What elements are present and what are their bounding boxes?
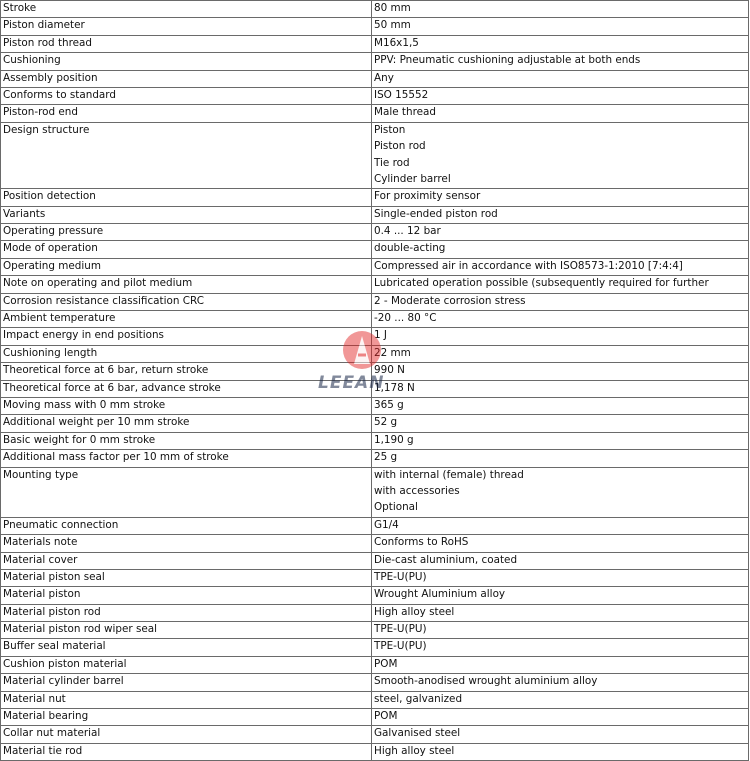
spec-value: TPE-U(PU) bbox=[374, 570, 427, 583]
table-row bbox=[1, 276, 749, 293]
table-row bbox=[1, 105, 749, 122]
spec-value: double-acting bbox=[374, 242, 446, 255]
spec-value: ISO 15552 bbox=[374, 88, 429, 101]
spec-label: Buffer seal material bbox=[1, 639, 372, 656]
spec-value: Piston bbox=[374, 123, 406, 136]
spec-value: Smooth-anodised wrought aluminium alloy bbox=[374, 675, 598, 688]
spec-value: 1,190 g bbox=[374, 433, 414, 446]
spec-value-cell bbox=[372, 345, 749, 362]
spec-label: Piston diameter bbox=[1, 18, 372, 35]
spec-label: Additional weight per 10 mm stroke bbox=[1, 415, 372, 432]
spec-label: Corrosion resistance classification CRC bbox=[1, 293, 372, 310]
spec-value: -20 ... 80 °C bbox=[374, 312, 437, 325]
watermark-text: LEEAN bbox=[318, 373, 385, 393]
spec-value: M16x1,5 bbox=[374, 36, 419, 49]
spec-value: Lubricated operation possible (subsequently required for further bbox=[374, 277, 709, 290]
spec-value-cell bbox=[372, 276, 749, 293]
table-row bbox=[1, 535, 749, 552]
spec-value: 2 - Moderate corrosion stress bbox=[374, 294, 526, 307]
table-row bbox=[1, 726, 749, 743]
spec-label: Theoretical force at 6 bar, advance stroke bbox=[1, 380, 372, 397]
spec-label: Material cylinder barrel bbox=[1, 674, 372, 691]
spec-label: Ambient temperature bbox=[1, 311, 372, 328]
spec-value: Piston rod bbox=[374, 140, 426, 153]
spec-value: Die-cast aluminium, coated bbox=[374, 553, 518, 566]
table-row bbox=[1, 35, 749, 52]
spec-value: TPE-U(PU) bbox=[374, 623, 427, 636]
spec-label: Material piston bbox=[1, 587, 372, 604]
spec-value-cell bbox=[372, 311, 749, 328]
spec-value-cell bbox=[372, 105, 749, 122]
spec-value-cell bbox=[372, 432, 749, 449]
table-row bbox=[1, 224, 749, 241]
spec-value-cell bbox=[372, 450, 749, 467]
spec-label: Additional mass factor per 10 mm of stroke bbox=[1, 450, 372, 467]
spec-label: Stroke bbox=[1, 1, 372, 18]
spec-value-cell bbox=[372, 569, 749, 586]
spec-value: 80 mm bbox=[374, 2, 411, 14]
table-row bbox=[1, 709, 749, 726]
spec-value-cell bbox=[372, 1, 749, 18]
spec-value-cell bbox=[372, 241, 749, 258]
table-row bbox=[1, 674, 749, 691]
spec-value-cell bbox=[372, 656, 749, 673]
spec-table-body bbox=[1, 1, 749, 761]
spec-value: POM bbox=[374, 710, 398, 723]
table-row bbox=[1, 569, 749, 586]
spec-label: Cushioning bbox=[1, 53, 372, 70]
spec-label: Material piston rod wiper seal bbox=[1, 622, 372, 639]
spec-value: TPE-U(PU) bbox=[374, 640, 427, 653]
spec-value: G1/4 bbox=[374, 518, 399, 531]
spec-label: Note on operating and pilot medium bbox=[1, 276, 372, 293]
spec-value-cell bbox=[372, 122, 749, 189]
spec-label: Cushioning length bbox=[1, 345, 372, 362]
spec-value: Galvanised steel bbox=[374, 727, 461, 740]
spec-label: Mounting type bbox=[1, 467, 372, 517]
spec-label: Materials note bbox=[1, 535, 372, 552]
table-row bbox=[1, 206, 749, 223]
spec-value-cell bbox=[372, 467, 749, 517]
spec-label: Material tie rod bbox=[1, 743, 372, 760]
spec-value-cell bbox=[372, 743, 749, 760]
spec-label: Operating medium bbox=[1, 258, 372, 275]
spec-value: 50 mm bbox=[374, 19, 411, 32]
spec-value-cell bbox=[372, 552, 749, 569]
spec-label: Basic weight for 0 mm stroke bbox=[1, 432, 372, 449]
table-row bbox=[1, 467, 749, 517]
spec-value: High alloy steel bbox=[374, 605, 455, 618]
spec-value: 1 J bbox=[374, 329, 387, 342]
spec-label: Cushion piston material bbox=[1, 656, 372, 673]
spec-value-cell bbox=[372, 87, 749, 104]
spec-value: Cylinder barrel bbox=[374, 172, 451, 185]
table-row bbox=[1, 293, 749, 310]
table-row bbox=[1, 18, 749, 35]
spec-value-cell bbox=[372, 70, 749, 87]
table-row bbox=[1, 517, 749, 534]
table-row bbox=[1, 311, 749, 328]
table-row bbox=[1, 691, 749, 708]
table-row bbox=[1, 345, 749, 362]
spec-label: Collar nut material bbox=[1, 726, 372, 743]
spec-value: Wrought Aluminium alloy bbox=[374, 588, 506, 601]
spec-value: Optional bbox=[374, 501, 418, 514]
spec-label: Theoretical force at 6 bar, return stroke bbox=[1, 363, 372, 380]
spec-value: 22 mm bbox=[374, 346, 411, 359]
spec-value-cell bbox=[372, 604, 749, 621]
spec-value: Single-ended piston rod bbox=[374, 207, 498, 220]
table-row bbox=[1, 122, 749, 189]
spec-value-cell bbox=[372, 517, 749, 534]
table-row bbox=[1, 87, 749, 104]
table-row bbox=[1, 258, 749, 275]
table-row bbox=[1, 743, 749, 760]
spec-value: POM bbox=[374, 657, 398, 670]
spec-value: 0.4 ... 12 bar bbox=[374, 225, 441, 238]
spec-value-cell bbox=[372, 224, 749, 241]
table-row bbox=[1, 432, 749, 449]
table-row bbox=[1, 53, 749, 70]
spec-label: Operating pressure bbox=[1, 224, 372, 241]
spec-value-cell bbox=[372, 622, 749, 639]
spec-value-cell bbox=[372, 258, 749, 275]
spec-value: PPV: Pneumatic cushioning adjustable at both ends bbox=[374, 54, 641, 67]
spec-value-cell bbox=[372, 18, 749, 35]
spec-value: steel, galvanized bbox=[374, 692, 463, 705]
spec-value: with accessories bbox=[374, 484, 460, 497]
spec-value-cell bbox=[372, 639, 749, 656]
spec-value-cell bbox=[372, 397, 749, 414]
spec-value: For proximity sensor bbox=[374, 190, 481, 203]
spec-label: Piston-rod end bbox=[1, 105, 372, 122]
spec-label: Material piston seal bbox=[1, 569, 372, 586]
spec-value-cell bbox=[372, 415, 749, 432]
spec-label: Variants bbox=[1, 206, 372, 223]
table-row bbox=[1, 622, 749, 639]
spec-value: 1,178 N bbox=[374, 381, 415, 394]
table-row bbox=[1, 639, 749, 656]
spec-label: Design structure bbox=[1, 122, 372, 189]
table-row bbox=[1, 415, 749, 432]
spec-value-cell bbox=[372, 674, 749, 691]
spec-value: Male thread bbox=[374, 106, 436, 119]
spec-label: Assembly position bbox=[1, 70, 372, 87]
spec-value-cell bbox=[372, 726, 749, 743]
spec-value-cell bbox=[372, 206, 749, 223]
table-row bbox=[1, 70, 749, 87]
spec-value: 990 N bbox=[374, 364, 405, 377]
table-row bbox=[1, 450, 749, 467]
spec-value-cell bbox=[372, 691, 749, 708]
spec-value-cell bbox=[372, 328, 749, 345]
table-row bbox=[1, 380, 749, 397]
spec-label: Material bearing bbox=[1, 709, 372, 726]
table-row bbox=[1, 587, 749, 604]
spec-value-cell bbox=[372, 189, 749, 206]
spec-value: Conforms to RoHS bbox=[374, 536, 469, 549]
spec-label: Material piston rod bbox=[1, 604, 372, 621]
spec-label: Impact energy in end positions bbox=[1, 328, 372, 345]
spec-value: 25 g bbox=[374, 451, 398, 464]
spec-label: Pneumatic connection bbox=[1, 517, 372, 534]
table-row bbox=[1, 604, 749, 621]
spec-value-cell bbox=[372, 293, 749, 310]
spec-value-cell bbox=[372, 35, 749, 52]
table-row bbox=[1, 397, 749, 414]
table-row bbox=[1, 552, 749, 569]
spec-label: Position detection bbox=[1, 189, 372, 206]
table-row bbox=[1, 656, 749, 673]
spec-value-cell bbox=[372, 535, 749, 552]
spec-value: 52 g bbox=[374, 416, 398, 429]
spec-label: Material nut bbox=[1, 691, 372, 708]
table-row bbox=[1, 189, 749, 206]
spec-value: Any bbox=[374, 71, 394, 84]
spec-value: Compressed air in accordance with ISO8573-1:2010 [7:4:4] bbox=[374, 259, 683, 272]
spec-label: Mode of operation bbox=[1, 241, 372, 258]
spec-label: Conforms to standard bbox=[1, 87, 372, 104]
spec-value: 365 g bbox=[374, 398, 404, 411]
spec-label: Material cover bbox=[1, 552, 372, 569]
table-row bbox=[1, 328, 749, 345]
spec-value-cell bbox=[372, 53, 749, 70]
table-row bbox=[1, 363, 749, 380]
spec-value-cell bbox=[372, 587, 749, 604]
spec-label: Moving mass with 0 mm stroke bbox=[1, 397, 372, 414]
spec-value-cell bbox=[372, 380, 749, 397]
spec-label: Piston rod thread bbox=[1, 35, 372, 52]
spec-value: with internal (female) thread bbox=[374, 468, 524, 481]
spec-value: High alloy steel bbox=[374, 744, 455, 757]
table-row bbox=[1, 1, 749, 18]
table-row bbox=[1, 241, 749, 258]
spec-value-cell bbox=[372, 363, 749, 380]
spec-value: Tie rod bbox=[374, 156, 410, 169]
spec-value-cell bbox=[372, 709, 749, 726]
